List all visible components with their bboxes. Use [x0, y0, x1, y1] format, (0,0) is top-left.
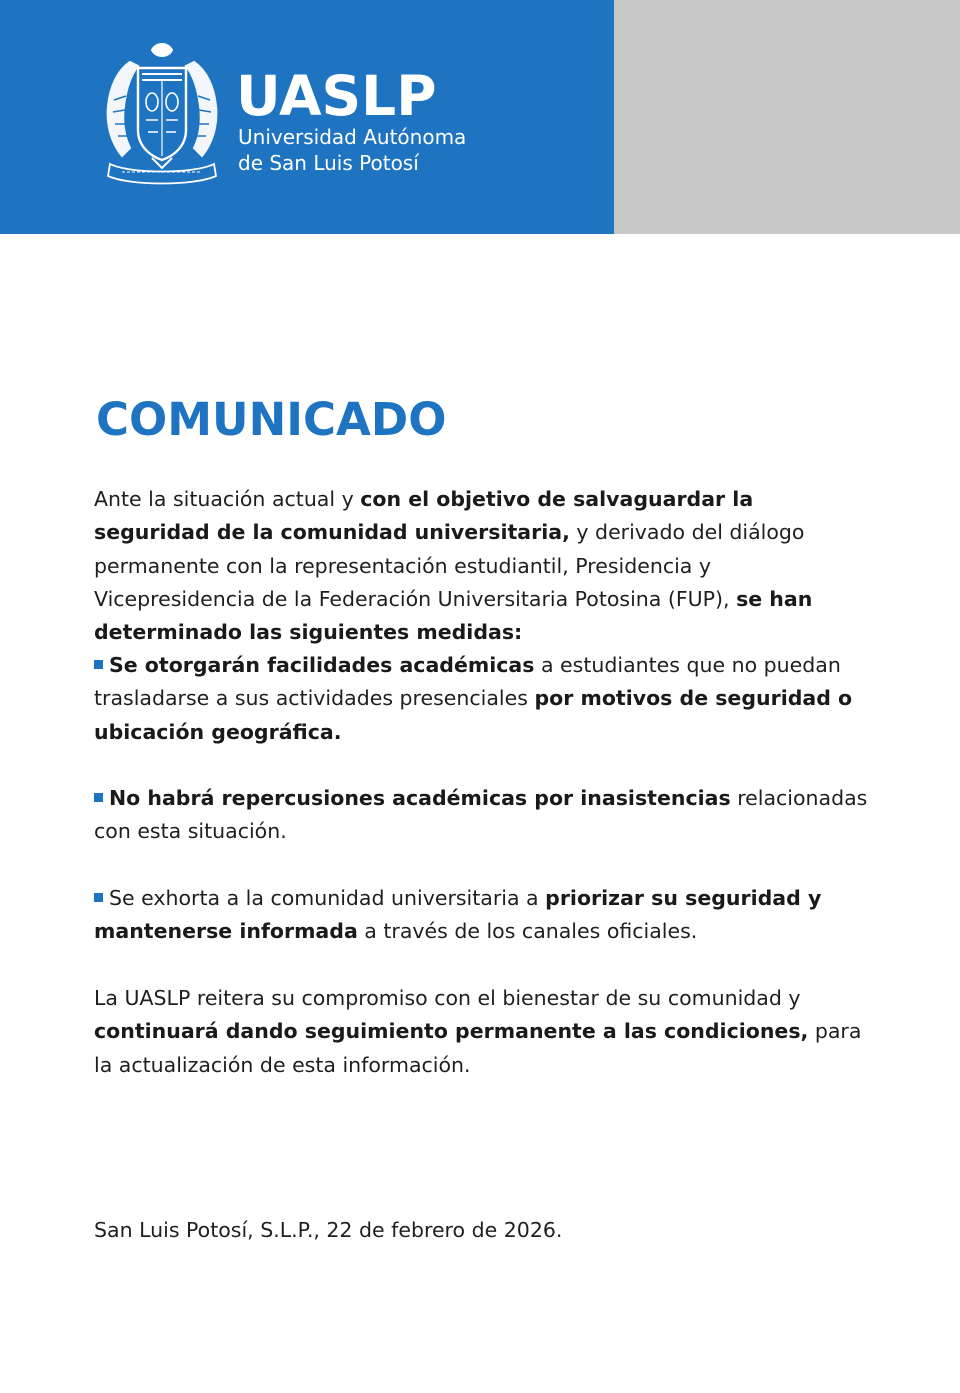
- intro-bold-1: con el objetivo de salvaguardar la seguridad de la comunidad universitaria,: [94, 487, 754, 545]
- bullet-2-bold-1: No habrá repercusiones académicas por inasistencias: [109, 786, 731, 810]
- bullet-1-bold-1: Se otorgarán facilidades académicas: [109, 653, 535, 677]
- header-gray-panel: [614, 0, 960, 234]
- bullet-item-1: [94, 649, 874, 749]
- bullet-3-bold-1: priorizar su seguridad y mantenerse informada: [94, 886, 822, 944]
- brand-subtitle-line-2: de San Luis Potosí: [238, 151, 419, 175]
- closing-text-1: La UASLP reitera su compromiso con el bienestar de su comunidad y: [94, 986, 801, 1010]
- bullet-item-3: [94, 882, 874, 949]
- bullet-2-text-1: relacionadas con esta situación.: [94, 786, 868, 844]
- document-title: COMUNICADO: [96, 393, 447, 446]
- bullet-item-2: [94, 782, 874, 849]
- bullet-3-text-0: Se exhorta a la comunidad universitaria a: [109, 886, 546, 910]
- closing-text-2: para la actualización de esta información.: [94, 1019, 862, 1077]
- intro-text-1: Ante la situación actual y: [94, 487, 361, 511]
- intro-text-2: y derivado del diálogo permanente con la representación estudiantil, Presidencia y Vicepresidencia de la Federación Universitaria Potosina (FUP),: [94, 520, 805, 611]
- intro-paragraph: [94, 483, 874, 649]
- bullet-3-text-1: a través de los canales oficiales.: [357, 919, 698, 944]
- brand-name: UASLP: [236, 64, 437, 128]
- signature-date-line: San Luis Potosí, S.L.P., 22 de febrero de 2026.: [94, 1218, 563, 1242]
- university-eagle-crest-icon: [100, 40, 224, 186]
- bullet-square-icon: [94, 793, 103, 802]
- closing-paragraph: [94, 982, 874, 1082]
- bullet-square-icon: [94, 660, 103, 669]
- bullet-1-bold-2: por motivos de seguridad o ubicación geográfica.: [94, 686, 853, 744]
- brand-subtitle-line-1: Universidad Autónoma: [238, 125, 467, 149]
- intro-bold-2: se han determinado las siguientes medidas:: [94, 586, 813, 645]
- closing-bold-1: continuará dando seguimiento permanente a las condiciones,: [94, 1019, 809, 1044]
- bullet-square-icon: [94, 893, 103, 902]
- header-banner: [0, 0, 960, 234]
- bullet-1-text-1: a estudiantes que no puedan trasladarse a sus actividades presenciales: [94, 653, 841, 711]
